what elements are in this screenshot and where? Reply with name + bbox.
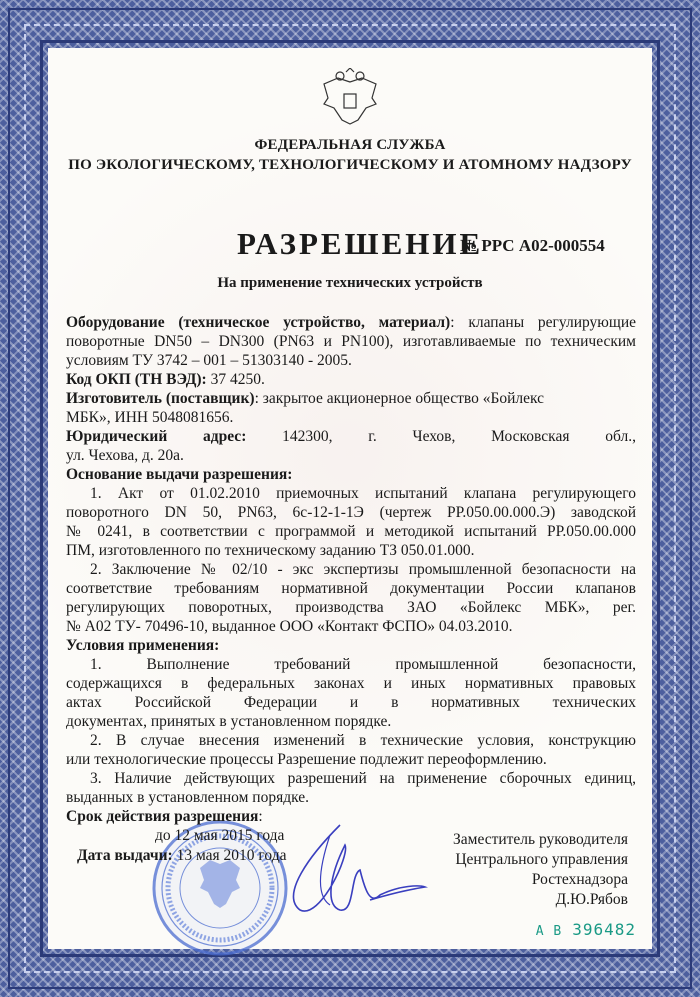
document-subtitle: На применение технических устройств (217, 275, 483, 291)
text-line: 3. Наличие действующих разрешений на применение сборочных единиц, (90, 770, 636, 787)
signatory-title: Заместитель руководителя (452, 831, 628, 848)
agency-line-1: ФЕДЕРАЛЬНАЯ СЛУЖБА (254, 137, 446, 153)
signatory-name: Д.Ю.Рябов (555, 891, 628, 908)
address-part: 142300, (282, 428, 333, 445)
text-line: актах Российской Федерации и в нормативных технических (66, 694, 636, 711)
text-line: регулирующих поворотных, производства ЗАО «Бойлекс МБК», рег. (66, 599, 636, 616)
serial-number (536, 920, 636, 939)
text-line: ПМ, изготовленного по техническому заданию ТЗ 050.01.000. (66, 542, 475, 559)
text-line: 2. Заключение № 02/10 - экс экспертизы промышленной безопасности на (90, 561, 636, 578)
permit-number: № РРС А02-000554 (460, 236, 605, 255)
address-label: Юридический (66, 428, 168, 445)
agency-line-2: ПО ЭКОЛОГИЧЕСКОМУ, ТЕХНОЛОГИЧЕСКОМУ И АТОМНОМУ НАДЗОРУ (68, 157, 632, 173)
validity-label: Срок действия разрешения (66, 808, 259, 825)
equipment-text: : клапаны регулирующие (450, 314, 637, 331)
okp-line (66, 370, 636, 389)
text-line: № А02 ТУ- 70496-10, выданное ООО «Контакт ФСПО» 04.03.2010. (66, 618, 513, 635)
validity-line: Срок действия разрешения: (66, 808, 263, 825)
equipment-label: Оборудование (техническое устройство, материал) (66, 314, 451, 331)
manufacturer-text: : закрытое акционерное общество «Бойлекс (254, 390, 545, 407)
issue-date-line (77, 846, 286, 865)
text-line: документах, принятых в установленном порядке. (66, 713, 392, 730)
signatory-title: Ростехнадзора (531, 871, 628, 888)
signature (270, 815, 430, 925)
address-label: адрес: (203, 428, 247, 445)
validity-date: до 12 мая 2015 года (155, 827, 285, 844)
address-part: Московская (491, 428, 570, 445)
text-line: условиям ТУ 3742 – 001 – 51303140 - 2005. (66, 352, 352, 369)
equipment-line (66, 313, 636, 332)
basis-heading: Основание выдачи разрешения: (66, 466, 293, 483)
address-line (66, 427, 636, 446)
manufacturer-label: Изготовитель (поставщик) (66, 390, 255, 407)
text-line: 1. Выполнение требований промышленной безопасности, (90, 656, 636, 673)
text-line: содержащихся в федеральных законах и иных нормативных правовых (66, 675, 636, 692)
text-line: № 0241, в соответствии с программой и методикой испытаний РР.050.00.000 (66, 523, 636, 540)
okp-value: 37 4250. (206, 371, 265, 388)
text-line: 1. Акт от 01.02.2010 приемочных испытаний клапана регулирующего (90, 485, 636, 502)
text-line: или технологические процессы Разрешение подлежит переоформлению. (66, 751, 547, 768)
serial-digits: 396482 (572, 920, 636, 939)
text-line: поворотные DN50 – DN300 (PN63 и PN100), изготавливаемые по техническим (66, 333, 636, 350)
signatory-title: Центрального управления (455, 851, 628, 868)
issue-date-label: Дата выдачи: (77, 847, 173, 864)
text-line: ул. Чехова, д. 20а. (66, 447, 184, 464)
address-part: г. (368, 428, 377, 445)
manufacturer-line (66, 389, 636, 408)
text-line: МБК», ИНН 5048081656. (66, 409, 234, 426)
coat-of-arms-emblem (318, 68, 382, 130)
address-part: Чехов, (412, 428, 456, 445)
serial-series: А В (535, 924, 563, 939)
issue-date-value: 13 мая 2010 года (172, 847, 287, 864)
conditions-heading: Условия применения: (66, 637, 220, 654)
text-line: выданных в установленном порядке. (66, 789, 310, 806)
text-line: поворотного DN 50, PN63, 6с-12-1-1Э (чертеж РР.050.00.000.Э) заводской (66, 504, 636, 521)
address-part: обл., (605, 428, 636, 445)
okp-label: Код ОКП (ТН ВЭД): (66, 371, 207, 388)
text-line: 2. В случае внесения изменений в технические условия, конструкцию (90, 732, 636, 749)
text-line: соответствие требованиям нормативной документации России клапанов (66, 580, 636, 597)
document-title: РАЗРЕШЕНИЕ (237, 226, 484, 261)
